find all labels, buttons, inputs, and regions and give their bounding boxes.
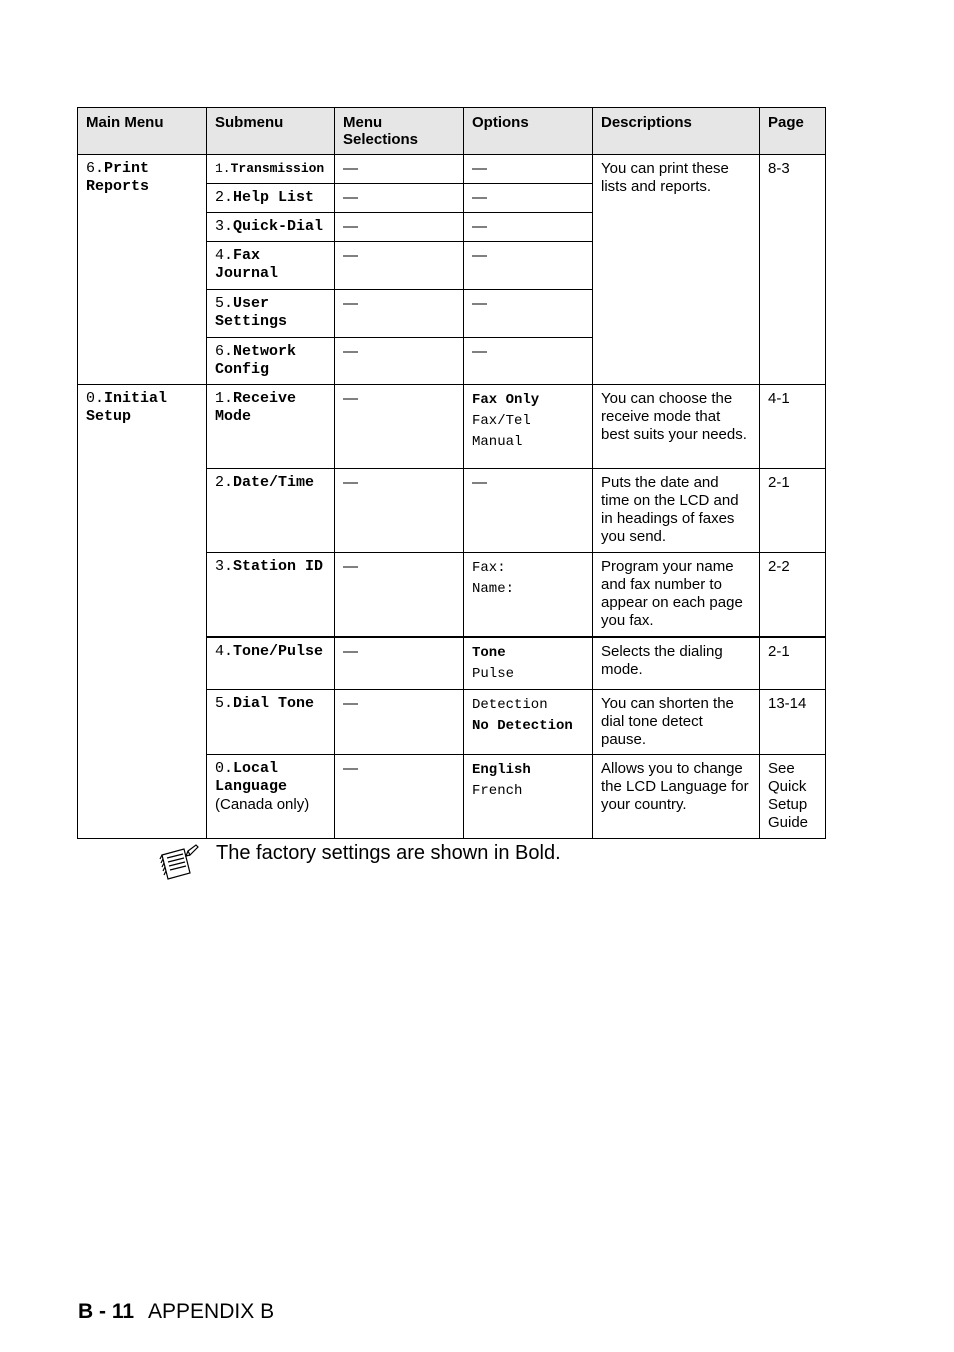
selection-cell: — (335, 553, 464, 637)
factory-settings-note (158, 843, 561, 888)
header-page: Page (760, 108, 826, 155)
note-text: The factory settings are shown in Bold. (216, 842, 561, 864)
option-value: Detection (472, 696, 548, 713)
page-number: B - 11 (78, 1300, 135, 1323)
selection-cell: — (335, 242, 464, 290)
selection-cell: — (335, 290, 464, 338)
page-cell: 2-2 (760, 553, 826, 637)
option-value: French (472, 782, 523, 799)
selection-cell: — (335, 213, 464, 242)
option-cell (464, 754, 593, 838)
option-default: Tone (472, 644, 506, 661)
main-menu-cell: 6.Print Reports (78, 155, 207, 385)
option-default: No Detection (472, 717, 573, 734)
submenu-cell: 5.User Settings (207, 290, 335, 338)
selection-cell: — (335, 754, 464, 838)
section-title: APPENDIX B (148, 1300, 275, 1323)
submenu-cell: 0.Local Language (Canada only) (207, 754, 335, 838)
notepad-pencil-icon (158, 843, 200, 888)
page-cell: 8-3 (760, 155, 826, 385)
description-cell: Puts the date and time on the LCD and in headings of faxes you send. (593, 469, 760, 553)
selection-cell: — (335, 689, 464, 754)
submenu-cell: 3.Station ID (207, 553, 335, 637)
menu-table (77, 107, 826, 839)
selection-cell: — (335, 385, 464, 469)
page-cell: 2-1 (760, 469, 826, 553)
option-cell: — (464, 469, 593, 553)
option-cell: — (464, 184, 593, 213)
option-cell: — (464, 155, 593, 184)
header-options: Options (464, 108, 593, 155)
page-cell: See Quick Setup Guide (760, 754, 826, 838)
description-cell: You can print these lists and reports. (593, 155, 760, 385)
header-descriptions: Descriptions (593, 108, 760, 155)
option-cell (464, 553, 593, 637)
main-menu-cell: 0.Initial Setup (78, 385, 207, 839)
header-menu-selections: Menu Selections (335, 108, 464, 155)
option-cell: — (464, 290, 593, 338)
submenu-cell: 6.Network Config (207, 338, 335, 385)
option-cell (464, 689, 593, 754)
submenu-cell: 3.Quick-Dial (207, 213, 335, 242)
option-default: Fax Only (472, 392, 540, 408)
option-cell: — (464, 213, 593, 242)
submenu-cell: 4.Tone/Pulse (207, 637, 335, 690)
description-cell: You can shorten the dial tone detect pause. (593, 689, 760, 754)
selection-cell: — (335, 338, 464, 385)
submenu-cell: 1.Transmission (207, 155, 335, 184)
table-row (78, 155, 826, 184)
option-cell (464, 385, 593, 469)
selection-cell: — (335, 184, 464, 213)
submenu-cell: 2.Help List (207, 184, 335, 213)
selection-cell: — (335, 469, 464, 553)
header-submenu: Submenu (207, 108, 335, 155)
description-cell: You can choose the receive mode that best suits your needs. (593, 385, 760, 469)
description-cell: Selects the dialing mode. (593, 637, 760, 690)
submenu-cell: 4.Fax Journal (207, 242, 335, 290)
description-cell: Program your name and fax number to appear on each page you fax. (593, 553, 760, 637)
option-value: Name: (472, 581, 515, 597)
header-main-menu: Main Menu (78, 108, 207, 155)
option-cell (464, 637, 593, 690)
description-cell: Allows you to change the LCD Language for your country. (593, 754, 760, 838)
table-header-row (78, 108, 826, 155)
submenu-cell: 1.Receive Mode (207, 385, 335, 469)
option-value: Fax/Tel (472, 413, 531, 429)
option-default: English (472, 761, 531, 778)
option-value: Fax: (472, 560, 506, 576)
option-cell: — (464, 242, 593, 290)
selection-cell: — (335, 637, 464, 690)
page-cell: 2-1 (760, 637, 826, 690)
page-cell: 4-1 (760, 385, 826, 469)
option-value: Manual (472, 434, 523, 450)
selection-cell: — (335, 155, 464, 184)
page-cell: 13-14 (760, 689, 826, 754)
submenu-note: (Canada only) (215, 795, 310, 813)
submenu-cell: 2.Date/Time (207, 469, 335, 553)
page-footer (78, 1300, 274, 1324)
option-cell: — (464, 338, 593, 385)
submenu-cell: 5.Dial Tone (207, 689, 335, 754)
table-row (78, 385, 826, 469)
option-value: Pulse (472, 665, 515, 682)
